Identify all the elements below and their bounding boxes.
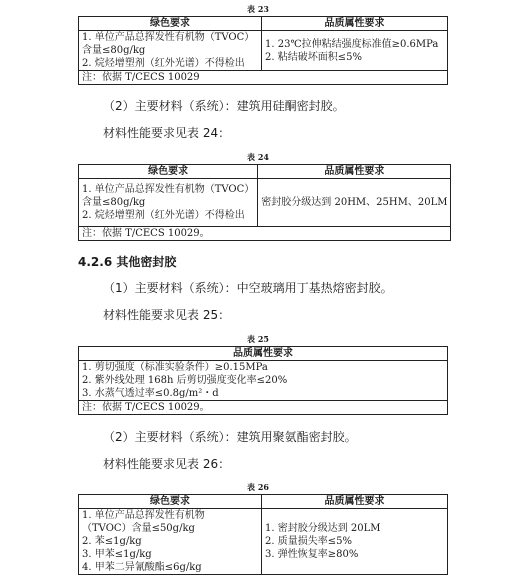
table-23-quality-cell (262, 31, 448, 71)
table-23-green-line: 2. 烷烃增塑剂（红外光谱）不得检出 (82, 58, 245, 69)
table-23-quality-line: 2. 粘结破坏面积≤5% (265, 51, 362, 63)
table-25-quality-line: 1. 剪切强度（标准实验条件）≥0.15MPa (82, 362, 268, 373)
table-26-green-line: 2. 苯≤1g/kg (82, 536, 142, 547)
table-24-quality-line: 密封胶分级达到 20HM、25HM、20LM (261, 197, 448, 208)
table-25-quality-cell (79, 361, 448, 401)
table-26-header-green: 绿色要求 (79, 495, 262, 509)
table-25 (78, 346, 448, 415)
table-24-quality-cell (258, 179, 451, 227)
table-26-quality-line: 2. 质量损失率≤5% (265, 536, 352, 547)
table-25-note: 注：依据 T/CECS 10029。 (79, 401, 448, 415)
table-24 (78, 164, 451, 241)
table-26-green-line: 1. 单位产品总挥发性有机物 (82, 510, 205, 521)
table-24-green-line: 含量≤80g/kg (82, 197, 146, 208)
table-26 (78, 494, 448, 575)
table-26-quality-line: 1. 密封胶分级达到 20LM (265, 523, 381, 534)
paragraph: （1）主要材料（系统）：中空玻璃用丁基热熔密封胶。 (103, 281, 393, 295)
table-23-note: 注：依据 T/CECS 10029 (79, 71, 448, 85)
table-24-green-cell (79, 179, 258, 227)
table-24-green-line: 2. 烷烃增塑剂（红外光谱）不得检出 (82, 210, 245, 221)
table-23-header-quality: 品质属性要求 (262, 17, 448, 31)
paragraph: 材料性能要求见表 24： (103, 126, 231, 140)
table-23-green-cell (79, 31, 262, 71)
table-23-green-line: 含量≤80g/kg (82, 45, 146, 56)
table-24-note: 注：依据 T/CECS 10029。 (79, 227, 451, 241)
paragraph: （2）主要材料（系统）：建筑用聚氨酯密封胶。 (103, 430, 357, 444)
paragraph: （2）主要材料（系统）：建筑用硅酮密封胶。 (103, 99, 345, 113)
table-26-quality-cell (262, 509, 448, 575)
table-23-green-line: 1. 单位产品总挥发性有机物（TVOC） (82, 32, 255, 43)
section-heading: 4.2.6 其他密封胶 (78, 255, 177, 269)
table-23-caption: 表 23 (247, 4, 269, 14)
table-24-header-green: 绿色要求 (79, 165, 258, 179)
table-26-green-line: 4. 甲苯二异氰酸酯≤6g/kg (82, 562, 202, 573)
table-24-caption: 表 24 (247, 152, 269, 162)
table-25-header-quality: 品质属性要求 (79, 347, 448, 361)
table-24-header-quality: 品质属性要求 (258, 165, 451, 179)
table-26-quality-line: 3. 弹性恢复率≥80% (265, 549, 359, 560)
table-23-header-green: 绿色要求 (79, 17, 262, 31)
table-25-quality-line: 2. 紫外线处理 168h 后剪切强度变化率≤20% (82, 375, 288, 386)
table-26-green-cell (79, 509, 262, 575)
paragraph: 材料性能要求见表 25： (103, 308, 231, 322)
table-26-green-line: （TVOC）含量≤50g/kg (82, 523, 195, 534)
table-24-green-line: 1. 单位产品总挥发性有机物（TVOC） (82, 184, 255, 195)
table-23 (78, 16, 448, 85)
table-23-quality-line: 1. 23℃拉伸粘结强度标准值≥0.6MPa (265, 38, 439, 50)
table-26-header-quality: 品质属性要求 (262, 495, 448, 509)
table-25-caption: 表 25 (247, 334, 269, 344)
paragraph: 材料性能要求见表 26： (103, 457, 231, 471)
table-25-quality-line: 3. 水蒸气透过率≤0.8g/m²・d (82, 388, 219, 399)
table-26-green-line: 3. 甲苯≤1g/kg (82, 549, 152, 560)
table-26-caption: 表 26 (247, 482, 269, 492)
